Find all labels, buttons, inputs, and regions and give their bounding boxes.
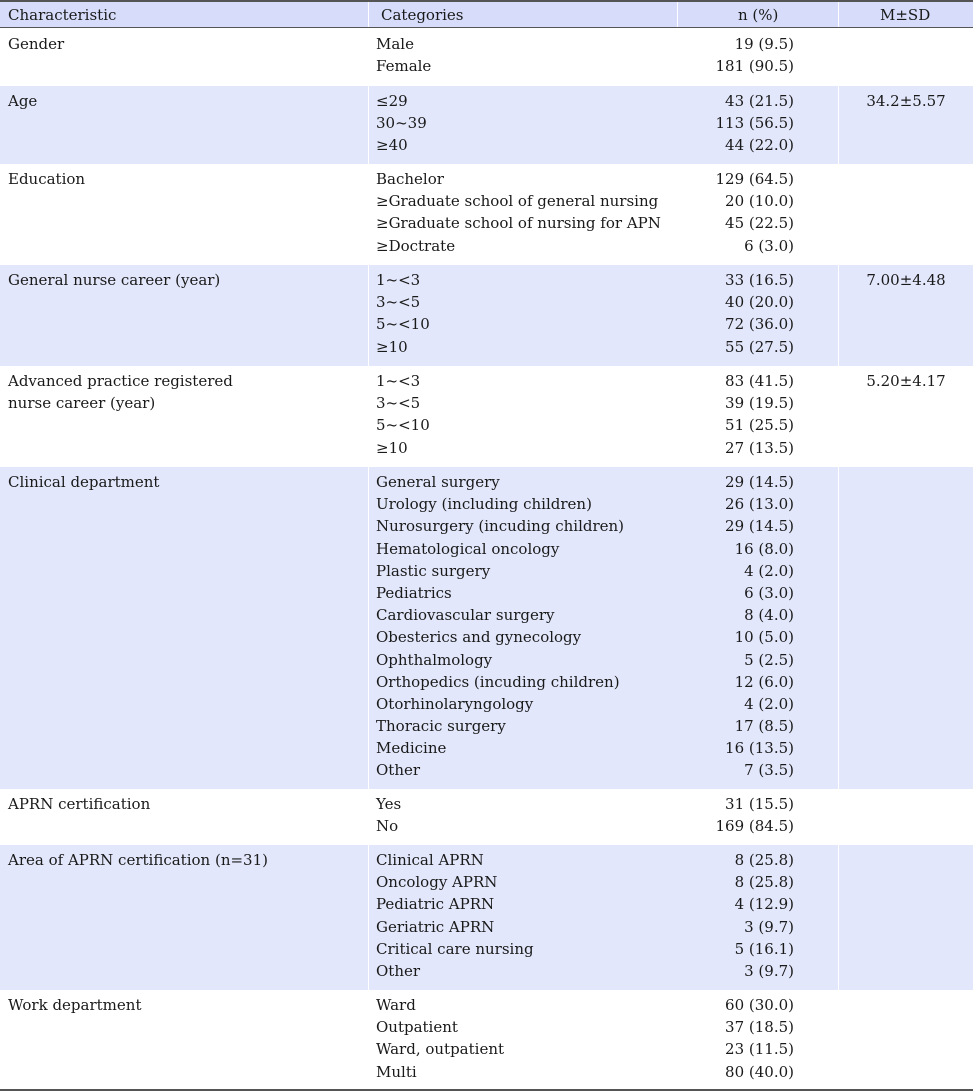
n-percent-value: 55 (27.5)	[725, 337, 794, 356]
n-percent-value: 43 (21.5)	[725, 92, 794, 110]
category-label: Medicine	[376, 739, 447, 758]
characteristic-label: Clinical department	[8, 473, 160, 491]
n-percent-value: 10 (5.0)	[734, 628, 794, 647]
category-label: Yes	[376, 795, 402, 813]
category-label: ≥40	[376, 136, 408, 155]
category-label: Bachelor	[376, 170, 444, 188]
column-divider	[368, 265, 369, 366]
characteristic-label: APRN certification	[8, 795, 151, 813]
category-label: 3~<5	[376, 293, 421, 312]
n-percent-value: 29 (14.5)	[725, 517, 794, 536]
category-label: Other	[376, 961, 421, 980]
category-label: Ophthalmology	[376, 650, 493, 669]
column-divider	[368, 467, 369, 789]
category-label: 5~<10	[376, 416, 430, 435]
category-label: Geriatric APRN	[376, 917, 495, 936]
table-header	[0, 0, 973, 28]
n-percent-value: 12 (6.0)	[734, 672, 794, 691]
n-percent-value: 29 (14.5)	[725, 473, 794, 491]
category-label: Oncology APRN	[376, 873, 498, 892]
column-divider	[368, 845, 369, 990]
category-label: Ward	[376, 996, 416, 1014]
characteristic-label: Gender	[8, 35, 65, 53]
characteristic-label: General nurse career (year)	[8, 271, 221, 289]
category-label: Multi	[376, 1062, 417, 1081]
header-characteristic: Characteristic	[8, 6, 117, 24]
n-percent-value: 16 (8.0)	[734, 539, 794, 558]
n-percent-value: 6 (3.0)	[744, 583, 794, 602]
n-percent-value: 7 (3.5)	[744, 761, 794, 780]
category-label: Cardiovascular surgery	[376, 606, 555, 625]
column-divider	[838, 86, 839, 164]
table-row-group	[0, 789, 973, 845]
n-percent-cell	[600, 90, 794, 157]
category-label: ≥Graduate school of nursing for APN	[376, 214, 661, 233]
n-percent-value: 33 (16.5)	[725, 271, 794, 289]
category-label: Critical care nursing	[376, 939, 534, 958]
n-percent-value: 72 (36.0)	[725, 315, 794, 334]
category-label: Hematological oncology	[376, 539, 560, 558]
category-label: ≥Graduate school of general nursing	[376, 192, 659, 211]
n-percent-value: 4 (2.0)	[744, 694, 794, 713]
category-label: Orthopedics (incuding children)	[376, 672, 620, 691]
category-label: 1~<3	[376, 271, 421, 289]
n-percent-value: 8 (25.8)	[734, 851, 794, 869]
category-label: ≤29	[376, 92, 408, 110]
table-row-group	[0, 265, 973, 366]
n-percent-value: 45 (22.5)	[725, 214, 794, 233]
category-label: 1~<3	[376, 372, 421, 390]
n-percent-value: 44 (22.0)	[725, 136, 794, 155]
category-label: Outpatient	[376, 1018, 458, 1037]
n-percent-value: 129 (64.5)	[715, 170, 794, 188]
n-percent-cell	[600, 33, 794, 77]
category-label: 30~39	[376, 114, 427, 133]
mean-sd-value: 5.20±4.17	[866, 372, 946, 390]
n-percent-value: 60 (30.0)	[725, 996, 794, 1014]
header-divider	[677, 2, 678, 27]
n-percent-value: 6 (3.0)	[744, 236, 794, 255]
category-label: ≥Doctrate	[376, 236, 456, 255]
n-percent-value: 40 (20.0)	[725, 293, 794, 312]
table-row-group	[0, 164, 973, 265]
column-divider	[838, 265, 839, 366]
category-label: ≥10	[376, 438, 408, 457]
n-percent-value: 181 (90.5)	[715, 57, 794, 76]
n-percent-value: 17 (8.5)	[734, 717, 794, 736]
header-mean-sd: M±SD	[880, 6, 931, 24]
column-divider	[838, 845, 839, 990]
category-label: Ward, outpatient	[376, 1040, 505, 1059]
category-label: Female	[376, 57, 432, 76]
header-n-percent: n (%)	[738, 6, 779, 24]
n-percent-value: 39 (19.5)	[725, 394, 794, 413]
mean-sd-value: 7.00±4.48	[866, 271, 946, 289]
n-percent-value: 83 (41.5)	[725, 372, 794, 390]
n-percent-value: 3 (9.7)	[744, 961, 794, 980]
n-percent-value: 20 (10.0)	[725, 192, 794, 211]
category-label: General surgery	[376, 473, 500, 491]
n-percent-cell	[600, 370, 794, 459]
n-percent-cell	[600, 994, 794, 1083]
header-divider	[838, 2, 839, 27]
category-label: Nurosurgery (incuding children)	[376, 517, 625, 536]
category-label: 5~<10	[376, 315, 430, 334]
characteristic-label: Education	[8, 170, 86, 188]
category-label: 3~<5	[376, 394, 421, 413]
n-percent-value: 23 (11.5)	[725, 1040, 794, 1059]
n-percent-value: 169 (84.5)	[715, 817, 794, 836]
n-percent-value: 113 (56.5)	[715, 114, 794, 133]
table-row-group	[0, 366, 973, 467]
n-percent-cell	[600, 168, 794, 257]
table-row-group	[0, 86, 973, 164]
mean-sd-value: 34.2±5.57	[866, 92, 946, 110]
category-label: Clinical APRN	[376, 851, 484, 869]
n-percent-value: 4 (2.0)	[744, 561, 794, 580]
category-label: Thoracic surgery	[376, 717, 506, 736]
n-percent-value: 37 (18.5)	[725, 1018, 794, 1037]
category-label: Urology (including children)	[376, 495, 592, 514]
n-percent-value: 3 (9.7)	[744, 917, 794, 936]
table-row-group	[0, 467, 973, 789]
n-percent-value: 27 (13.5)	[725, 438, 794, 457]
characteristic-label: Advanced practice registered nurse career (year)	[8, 372, 233, 413]
n-percent-value: 16 (13.5)	[725, 739, 794, 758]
table-row-group	[0, 29, 973, 86]
n-percent-value: 5 (2.5)	[744, 650, 794, 669]
n-percent-cell	[600, 793, 794, 837]
category-label: ≥10	[376, 337, 408, 356]
n-percent-cell	[600, 471, 794, 782]
column-divider	[838, 467, 839, 789]
category-label: Plastic surgery	[376, 561, 491, 580]
category-label: Obesterics and gynecology	[376, 628, 582, 647]
column-divider	[368, 86, 369, 164]
n-percent-value: 19 (9.5)	[734, 35, 794, 53]
category-label: Other	[376, 761, 421, 780]
header-categories: Categories	[381, 6, 464, 24]
n-percent-cell	[600, 269, 794, 358]
category-label: No	[376, 817, 399, 836]
n-percent-value: 31 (15.5)	[725, 795, 794, 813]
characteristic-label: Work department	[8, 996, 142, 1014]
characteristic-label: Age	[8, 92, 38, 110]
n-percent-value: 80 (40.0)	[725, 1062, 794, 1081]
characteristic-label: Area of APRN certification (n=31)	[8, 851, 268, 869]
category-label: Otorhinolaryngology	[376, 694, 534, 713]
n-percent-value: 4 (12.9)	[734, 895, 794, 914]
n-percent-value: 51 (25.5)	[725, 416, 794, 435]
n-percent-value: 26 (13.0)	[725, 495, 794, 514]
category-label: Pediatric APRN	[376, 895, 495, 914]
table-row-group	[0, 990, 973, 1089]
n-percent-cell	[600, 849, 794, 982]
table-row-group	[0, 845, 973, 990]
bottom-rule	[0, 1089, 973, 1091]
n-percent-value: 8 (25.8)	[734, 873, 794, 892]
category-label: Male	[376, 35, 414, 53]
n-percent-value: 5 (16.1)	[734, 939, 794, 958]
header-divider	[368, 2, 369, 27]
category-label: Pediatrics	[376, 583, 452, 602]
n-percent-value: 8 (4.0)	[744, 606, 794, 625]
